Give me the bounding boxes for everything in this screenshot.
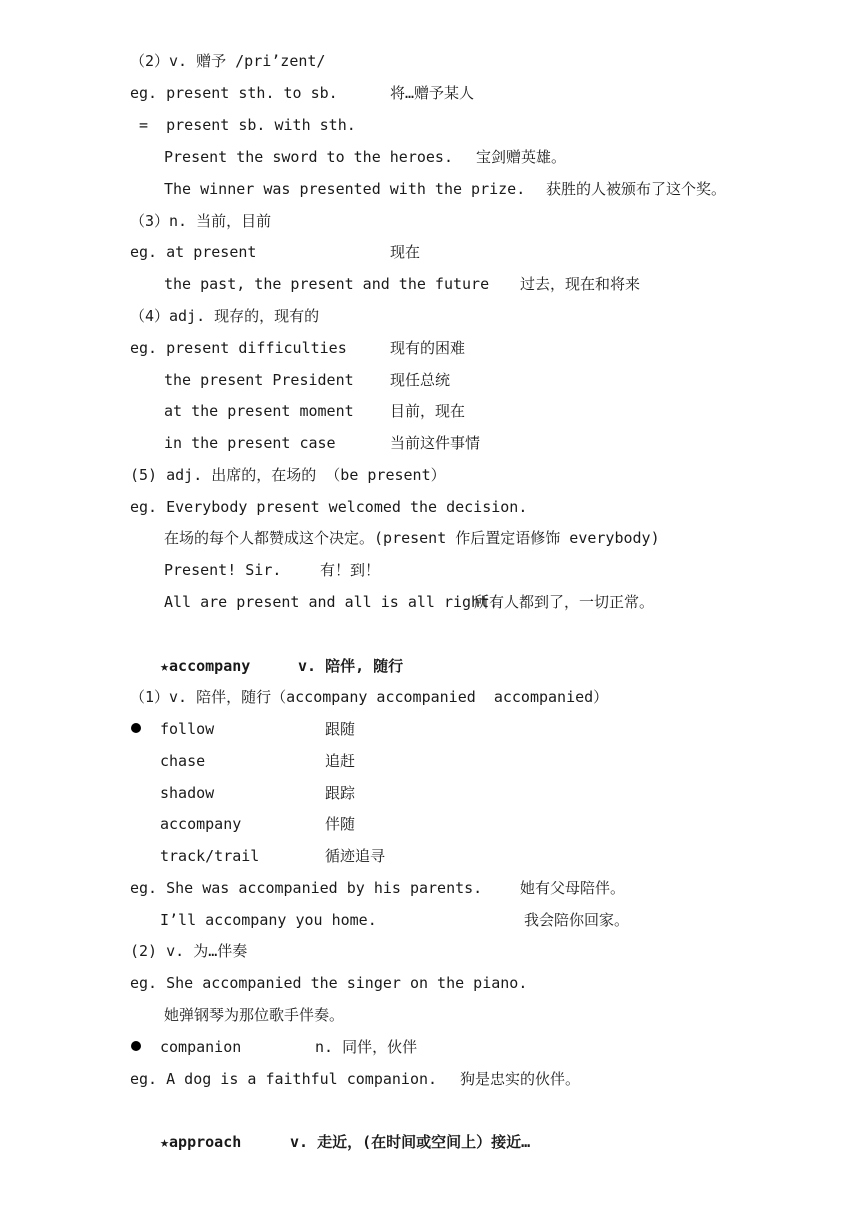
sense-3-header: （3）n. 当前，目前 [130,212,272,230]
entry-title-definition: v. 陪伴, 随行 [298,657,404,675]
example-en: the present President [164,371,354,389]
example-cn: 她弹钢琴为那位歌手伴奏。 [164,1006,345,1024]
bullet-icon [131,723,141,733]
example-en: eg. at present [130,243,257,261]
example-en: in the present case [164,434,336,452]
example-en: at the present moment [164,402,354,420]
synonym-cn: 跟随 [325,720,356,738]
sense-5-header: (5) adj. 出席的，在场的 （be present） [130,466,446,484]
example-en: eg. Everybody present welcomed the decision. [130,498,528,516]
sense-2-header: （2）v. 赠予 /pri’zent/ [130,52,326,70]
example-en: I’ll accompany you home. [160,911,377,929]
synonym-cn: 循迹追寻 [325,847,386,865]
derived-word: companion [160,1038,242,1056]
example-cn: 当前这件事情 [390,434,481,452]
example-cn: 有！到！ [320,561,381,579]
synonym-en: follow [160,720,215,738]
example-cn: 将…赠予某人 [390,84,475,102]
example-en: eg. present difficulties [130,339,347,357]
sense-1-header: （1）v. 陪伴，随行（accompany accompanied accompanied） [130,688,609,706]
synonym-en: track/trail [160,847,260,865]
sense-4-header: （4）adj. 现存的，现有的 [130,307,320,325]
example-en: the past, the present and the future [164,275,490,293]
example-cn: 在场的每个人都赞成这个决定。(present 作后置定语修饰 everybody) [164,529,660,547]
bullet-icon [131,1041,141,1051]
example-cn: 现在 [390,243,421,261]
example-en: Present the sword to the heroes. [164,148,453,166]
example-en: = present sb. with sth. [130,116,356,134]
entry-title-accompany: ★accompany [160,657,251,675]
example-en: All are present and all is all right. [164,593,499,611]
example-en: eg. A dog is a faithful companion. [130,1070,438,1088]
derived-word-definition: n. 同伴，伙伴 [315,1038,418,1056]
example-cn: 现任总统 [390,371,451,389]
example-en: The winner was presented with the prize. [164,180,526,198]
example-cn: 获胜的人被颁布了这个奖。 [546,180,727,198]
example-cn: 目前，现在 [390,402,466,420]
example-cn: 现有的困难 [390,339,466,357]
synonym-en: chase [160,752,206,770]
example-cn: 她有父母陪伴。 [520,879,626,897]
example-cn: 宝剑赠英雄。 [476,148,567,166]
example-cn: 过去，现在和将来 [520,275,641,293]
example-en: eg. present sth. to sb. [130,84,338,102]
synonym-cn: 伴随 [325,815,356,833]
example-en: Present! Sir. [164,561,282,579]
example-en: eg. She was accompanied by his parents. [130,879,483,897]
entry-title-definition: v. 走近，(在时间或空间上）接近… [290,1133,531,1151]
entry-title-approach: ★approach [160,1133,242,1151]
synonym-cn: 追赶 [325,752,356,770]
synonym-cn: 跟踪 [325,784,356,802]
sense-2-header: (2) v. 为…伴奏 [130,942,248,960]
example-en: eg. She accompanied the singer on the piano. [130,974,528,992]
example-cn: 所有人都到了，一切正常。 [474,593,655,611]
example-cn: 我会陪你回家。 [524,911,630,929]
example-cn: 狗是忠实的伙伴。 [460,1070,581,1088]
synonym-en: shadow [160,784,215,802]
synonym-en: accompany [160,815,242,833]
